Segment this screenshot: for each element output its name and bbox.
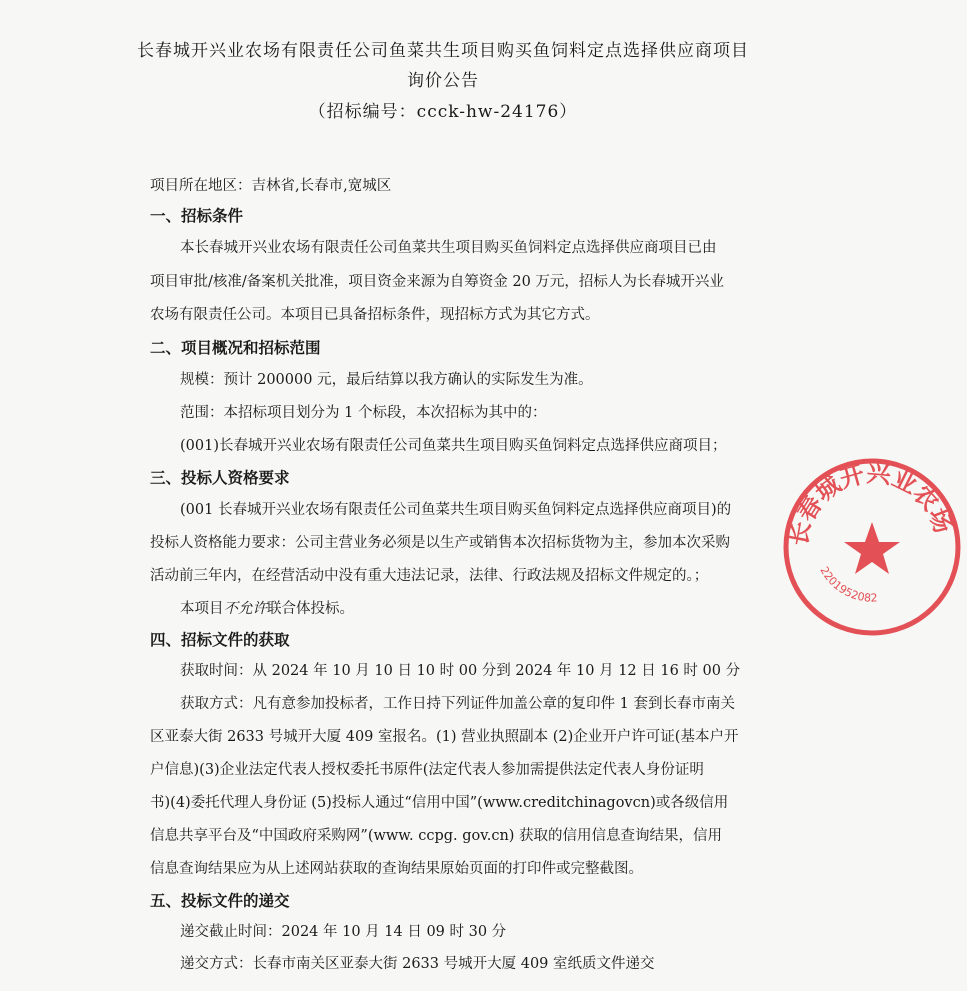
section-3-para-line3: 活动前三年内，在经营活动中没有重大违法记录，法律、行政法规及招标文件规定的。； xyxy=(150,568,709,584)
section-2-scope: 范围：本招标项目划分为 1 个标段，本次招标为其中的： xyxy=(180,405,547,421)
consortium-pre: 本项目 xyxy=(180,601,224,617)
consortium-not-allowed: 不允许 xyxy=(223,601,267,617)
section-4-method-line1: 获取方式：凡有意参加投标者，工作日持下列证件加盖公章的复印件 1 套到长春市南关 xyxy=(180,696,735,712)
section-1-para-line3: 农场有限责任公司。本项目已具备招标条件，现招标方式为其它方式。 xyxy=(150,307,600,323)
consortium-post: 联合体投标。 xyxy=(267,601,354,617)
section-3-para-line2: 投标人资格能力要求：公司主营业务必须是以生产或销售本次招标货物为主，参加本次采购 xyxy=(150,535,730,551)
official-seal-stamp xyxy=(777,452,967,642)
section-4-method-line4: 书)(4)委托代理人身份证 (5)投标人通过“信用中国”(www.creditchinagovcn)或各级信用 xyxy=(150,795,729,811)
section-5-heading: 五、投标文件的递交 xyxy=(150,892,290,910)
section-1-heading: 一、招标条件 xyxy=(150,207,244,225)
section-4-method-line5: 信息共享平台及“中国政府采购网”(www. ccpg. gov.cn) 获取的信用信息查询结果，信用 xyxy=(150,828,723,844)
doc-title-line1: 长春城开兴业农场有限责任公司鱼菜共生项目购买鱼饲料定点选择供应商项目 xyxy=(137,41,749,61)
seal-code: 2201952082 xyxy=(817,564,878,605)
section-4-method-line6: 信息查询结果应为从上述网站获取的查询结果原始页面的打印件或完整截图。 xyxy=(150,861,643,877)
section-2-lot: (001)长春城开兴业农场有限责任公司鱼菜共生项目购买鱼饲料定点选择供应商项目； xyxy=(180,438,727,454)
section-4-method-line3: 户信息)(3)企业法定代表人授权委托书原件(法定代表人参加需提供法定代表人身份证明 xyxy=(150,762,704,778)
section-1-para-line1: 本长春城开兴业农场有限责任公司鱼菜共生项目购买鱼饲料定点选择供应商项目已由 xyxy=(180,240,717,256)
section-5-method: 递交方式：长春市南关区亚泰大街 2633 号城开大厦 409 室纸质文件递交 xyxy=(180,956,655,972)
section-2-heading: 二、项目概况和招标范围 xyxy=(150,339,321,357)
bid-number: （招标编号：ccck-hw-24176） xyxy=(308,102,578,122)
section-1-para-line2: 项目审批/核准/备案机关批准，项目资金来源为自筹资金 20 万元，招标人为长春城开兴业 xyxy=(150,274,724,290)
section-4-time: 获取时间：从 2024 年 10 月 10 日 10 时 00 分到 2024 年 10 月 12 日 16 时 00 分 xyxy=(180,663,741,679)
section-4-heading: 四、招标文件的获取 xyxy=(150,631,290,649)
project-region: 项目所在地区：吉林省,长春市,宽城区 xyxy=(150,178,392,194)
section-4-method-line2: 区亚泰大街 2633 号城开大厦 409 室报名。(1) 营业执照副本 (2)企业开户许可证(基本户开 xyxy=(150,729,739,745)
section-3-consortium xyxy=(180,599,354,619)
doc-title-line2: 询价公告 xyxy=(407,71,479,91)
seal-text: 长春城开兴业农场 xyxy=(784,459,958,548)
seal-star-icon xyxy=(844,522,900,574)
section-2-scale: 规模：预计 200000 元，最后结算以我方确认的实际发生为准。 xyxy=(180,372,593,388)
section-5-deadline: 递交截止时间：2024 年 10 月 14 日 09 时 30 分 xyxy=(180,924,507,940)
section-3-para-line1: (001 长春城开兴业农场有限责任公司鱼菜共生项目购买鱼饲料定点选择供应商项目)的 xyxy=(180,502,732,518)
section-3-heading: 三、投标人资格要求 xyxy=(150,469,290,487)
